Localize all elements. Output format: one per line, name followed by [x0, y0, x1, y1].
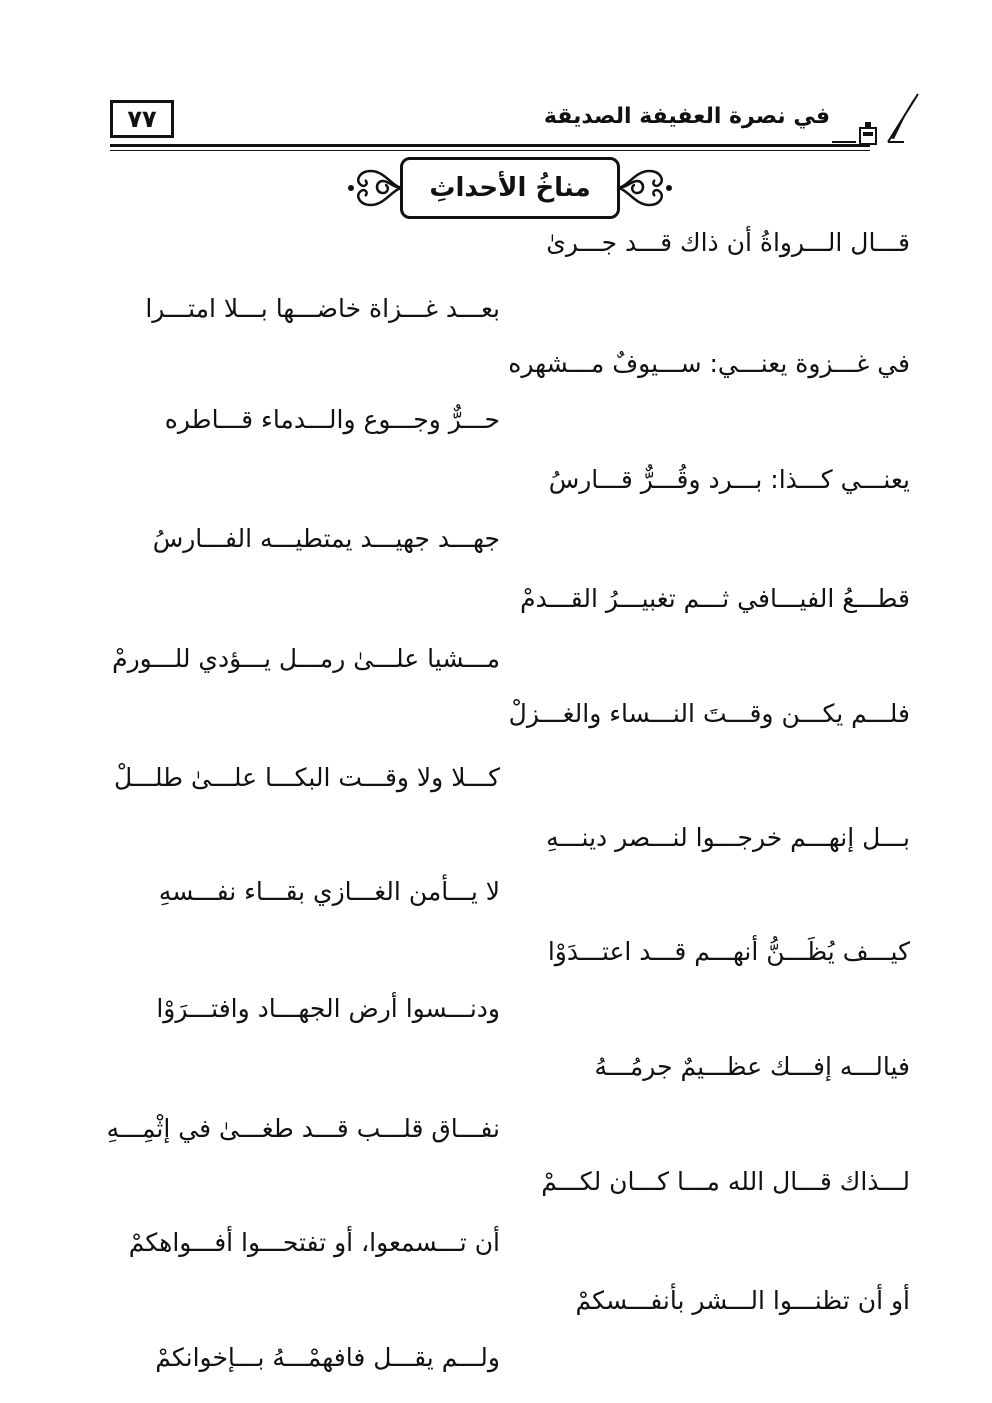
- verse-line: ولـــم يقـــل فافهمْـــهُ بـــإخوانكمْ: [155, 1343, 500, 1372]
- verse-line: مـــشيا علـــىٰ رمـــل يـــؤدي للـــورمْ: [112, 644, 500, 673]
- verse-line: كيـــف يُظَـــنُّ أنهـــم قـــد اعتـــدَوْا: [547, 937, 910, 966]
- verse-line: ودنـــسوا أرض الجهـــاد وافتـــرَوْا: [156, 994, 500, 1023]
- verse-line: قـــال الـــرواةُ أن ذاك قـــد جـــرىٰ: [546, 228, 910, 257]
- verse-line: قطـــعُ الفيـــافي ثـــم تغبيـــرُ القـــدمْ: [520, 584, 910, 613]
- verse-line: أن تـــسمعوا، أو تفتحـــوا أفـــواهكمْ: [128, 1228, 500, 1257]
- book-title: في نصرة العفيفة الصديقة: [543, 104, 830, 129]
- verse-line: يعنـــي كـــذا: بـــرد وقُـــرٌّ قـــارسُ: [548, 465, 910, 494]
- verse-line: كـــلا ولا وقـــت البكـــا علـــىٰ طلـــلْ: [114, 763, 500, 792]
- verse-line: نفـــاق قلـــب قـــد طغـــىٰ في إثْمِـــهِ: [106, 1114, 500, 1143]
- page-number: ٧٧: [110, 100, 174, 138]
- verse-line: بعـــد غـــزاة خاضـــها بـــلا امتـــرا: [145, 294, 500, 323]
- verse-line: بـــل إنهـــم خرجـــوا لنـــصر دينـــهِ: [546, 823, 910, 852]
- verse-line: فلـــم يكـــن وقـــتَ النـــساء والغـــزلْ: [508, 699, 910, 728]
- verse-line: لا يـــأمن الغـــازي بقـــاء نفـــسهِ: [158, 877, 500, 906]
- verse-line: لـــذاك قـــال الله مـــا كـــان لكـــمْ: [541, 1167, 910, 1196]
- verse-line: جهـــد جهيـــد يمتطيـــه الفـــارسُ: [152, 524, 500, 553]
- verse-line: في غـــزوة يعنـــي: ســـيوفٌ مـــشهره: [508, 349, 910, 378]
- verse-line: أو أن تظنـــوا الـــشر بأنفـــسكمْ: [575, 1286, 910, 1315]
- verse-line: حـــرٌّ وجـــوع والـــدماء قـــاطره: [164, 405, 500, 434]
- verse-line: فيالـــه إفـــك عظـــيمٌ جرمُـــهُ: [594, 1052, 910, 1081]
- section-title: مناخُ الأحداثِ: [400, 157, 620, 219]
